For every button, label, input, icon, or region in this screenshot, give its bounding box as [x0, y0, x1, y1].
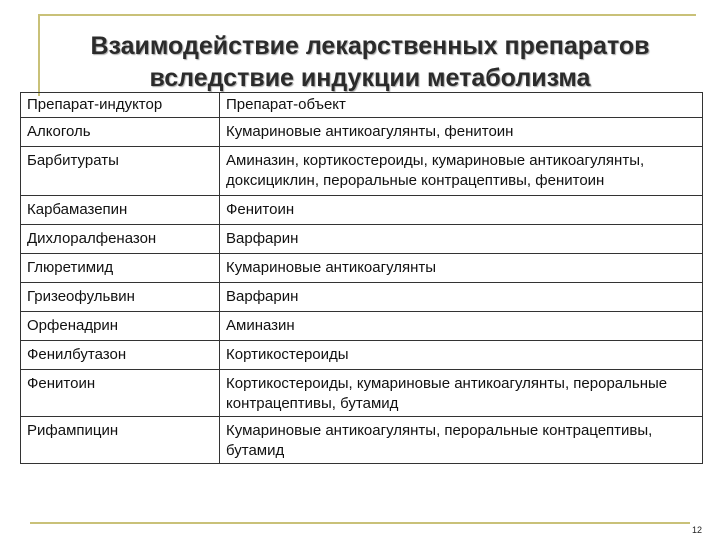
column-header-object: Препарат-объект — [220, 93, 703, 118]
inductor-cell: Барбитураты — [21, 147, 220, 196]
frame-accent-horizontal — [38, 14, 696, 16]
object-cell: Кортикостероиды, кумариновые антикоагулянты, пероральные контрацептивы, бутамид — [220, 370, 703, 417]
table-row — [21, 254, 703, 283]
object-cell: Кумариновые антикоагулянты, фенитоин — [220, 118, 703, 147]
table-row — [21, 283, 703, 312]
page-number: 12 — [692, 525, 703, 535]
inductor-cell: Фенилбутазон — [21, 341, 220, 370]
inductor-cell: Фенитоин — [21, 370, 220, 417]
object-cell: Фенитоин — [220, 196, 703, 225]
slide-title-line-1: Взаимодействие лекарственных препаратов — [90, 32, 650, 60]
object-cell: Варфарин — [220, 283, 703, 312]
footer-divider — [30, 522, 690, 524]
table-row — [21, 341, 703, 370]
inductor-cell: Гризеофульвин — [21, 283, 220, 312]
object-cell: Кумариновые антикоагулянты, пероральные контрацептивы, бутамид — [220, 417, 703, 464]
object-cell: Аминазин — [220, 312, 703, 341]
inductor-cell: Дихлоралфеназон — [21, 225, 220, 254]
table-row — [21, 225, 703, 254]
table-row — [21, 147, 703, 196]
table-row — [21, 118, 703, 147]
inductor-cell: Карбамазепин — [21, 196, 220, 225]
inductor-cell: Глюретимид — [21, 254, 220, 283]
object-cell: Аминазин, кортикостероиды, кумариновые антикоагулянты, доксициклин, пероральные контрацептивы, фенитоин — [220, 147, 703, 196]
column-header-inductor: Препарат-индуктор — [21, 93, 220, 118]
table-row — [21, 312, 703, 341]
drug-interaction-table — [20, 92, 703, 464]
object-cell: Кумариновые антикоагулянты — [220, 254, 703, 283]
object-cell: Кортикостероиды — [220, 341, 703, 370]
table-row — [21, 417, 703, 464]
table-header-row — [21, 93, 703, 118]
slide-title-line-2: вследствие индукции метаболизма — [149, 64, 591, 92]
inductor-cell: Орфенадрин — [21, 312, 220, 341]
slide-title — [40, 30, 700, 94]
inductor-cell: Алкоголь — [21, 118, 220, 147]
table-row — [21, 370, 703, 417]
table-row — [21, 196, 703, 225]
inductor-cell: Рифампицин — [21, 417, 220, 464]
object-cell: Варфарин — [220, 225, 703, 254]
